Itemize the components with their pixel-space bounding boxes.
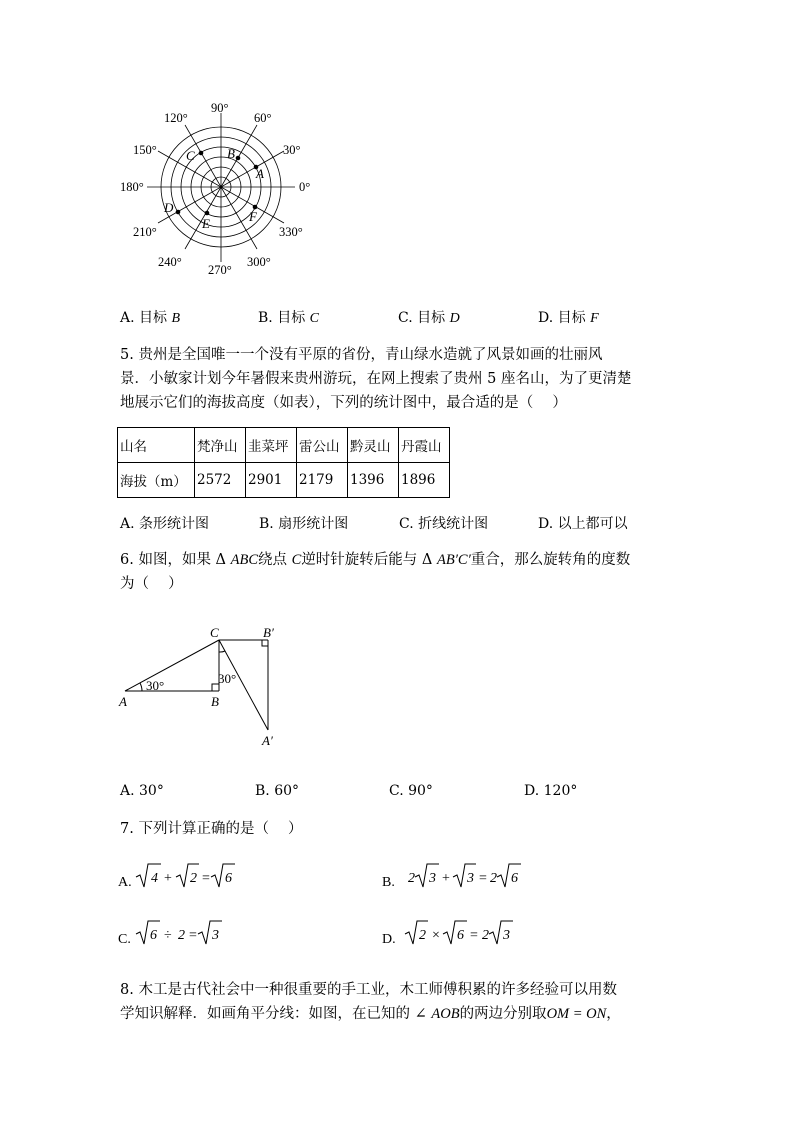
table-cell: 2572 [195, 463, 246, 498]
svg-text:2: 2 [490, 871, 497, 886]
table-cell: 韭菜坪 [246, 428, 297, 463]
angle-label: 300° [247, 255, 271, 269]
point-label: C [186, 148, 195, 163]
svg-text:3: 3 [503, 928, 510, 943]
table-cell: 丹霞山 [399, 428, 450, 463]
angle-label: 30° [283, 143, 301, 157]
angle-label: 180° [120, 180, 144, 194]
angle-arc [140, 683, 142, 691]
point-label: E [202, 216, 210, 231]
q5-option-d[interactable]: D. 以上都可以 [538, 516, 628, 532]
q6-option-c[interactable]: C. 90° [389, 783, 433, 799]
angle-label: 90° [211, 101, 229, 115]
angle-label: 330° [279, 225, 303, 239]
q5-stem-line-3: 地展示它们的海拔高度（如表），下列的统计图中，最合适的是（ ） [120, 395, 567, 411]
table-row [118, 428, 450, 463]
table-cell: 1396 [348, 463, 399, 498]
q7-option-b[interactable] [382, 858, 542, 894]
q5-option-b[interactable]: B. 扇形统计图 [259, 516, 349, 532]
q6-option-b[interactable]: B. 60° [255, 783, 300, 799]
q7-option-c[interactable] [118, 915, 268, 951]
svg-text:3: 3 [467, 871, 474, 886]
angle-label: 120° [164, 111, 188, 125]
option-text: A. 目标 [120, 310, 168, 326]
svg-text:=: = [202, 871, 210, 886]
svg-text:÷: ÷ [164, 928, 172, 943]
q7-option-a[interactable] [118, 858, 268, 894]
point-label: D [164, 200, 174, 215]
point-label: A [256, 166, 264, 181]
point-label: F [249, 209, 257, 224]
option-target: C [309, 311, 319, 326]
table-cell: 2179 [297, 463, 348, 498]
q7-stem: 7. 下列计算正确的是（ ） [120, 821, 303, 837]
svg-text:+: + [442, 871, 450, 886]
option-target: F [590, 311, 599, 326]
option-text: D. 目标 [538, 310, 586, 326]
option-text: B. 目标 [258, 310, 306, 326]
q6-option-d[interactable]: D. 120° [524, 783, 578, 799]
q5-stem-line-2: 景．小敏家计划今年暑假来贵州游玩，在网上搜索了贵州 5 座名山，为了更清楚 [120, 371, 632, 387]
angle-label: 270° [208, 263, 232, 277]
q5-stem-line-1: 5. 贵州是全国唯一一个没有平原的省份，青山绿水造就了风景如画的壮丽风 [120, 347, 603, 363]
svg-text:=: = [189, 928, 197, 943]
angle-arc [219, 651, 225, 652]
q7-option-d[interactable] [382, 915, 532, 951]
altitude-table [117, 427, 450, 498]
svg-text:C.: C. [118, 932, 131, 947]
q4-option-c[interactable] [398, 307, 460, 327]
q6-stem-line-2: 为（ ） [120, 576, 183, 592]
svg-text:+: + [164, 871, 172, 886]
angle-label: 210° [133, 225, 157, 239]
svg-text:=: = [470, 928, 478, 943]
vertex-label: B′ [263, 625, 274, 640]
q8-stem-line-2: 学知识解释．如画角平分线：如图，在已知的 ∠ AOB的两边分别取OM = ON， [120, 1006, 621, 1022]
svg-text:2: 2 [178, 928, 185, 943]
table-cell: 海拔（m） [118, 463, 195, 498]
angle-label: 0° [299, 180, 311, 194]
vertex-label: B [211, 694, 219, 709]
svg-text:2: 2 [190, 871, 197, 886]
svg-text:×: × [432, 928, 440, 943]
svg-text:6: 6 [150, 928, 157, 943]
q4-option-b[interactable] [258, 307, 319, 327]
table-row [118, 463, 450, 498]
table-cell: 山名 [118, 428, 195, 463]
option-target: B [171, 311, 181, 326]
svg-text:4: 4 [151, 871, 158, 886]
angle-label: 240° [158, 255, 182, 269]
q4-option-a[interactable] [120, 307, 180, 327]
polar-diagram [120, 92, 320, 282]
svg-text:A.: A. [118, 875, 132, 890]
q4-option-d[interactable] [538, 307, 599, 327]
svg-text:2: 2 [419, 928, 426, 943]
svg-text:6: 6 [225, 871, 232, 886]
svg-text:2: 2 [408, 871, 415, 886]
svg-text:3: 3 [212, 928, 219, 943]
option-text: C. 目标 [398, 310, 446, 326]
q5-option-c[interactable]: C. 折线统计图 [399, 516, 489, 532]
table-cell: 1896 [399, 463, 450, 498]
radial-lines [147, 113, 295, 262]
q6-option-a[interactable]: A. 30° [120, 783, 164, 799]
svg-text:D.: D. [382, 932, 396, 947]
svg-text:2: 2 [482, 928, 489, 943]
option-target: D [449, 311, 460, 326]
vertex-label: C [210, 625, 219, 640]
svg-text:3: 3 [429, 871, 436, 886]
vertex-label: A [119, 694, 127, 709]
q8-stem-line-1: 8. 木工是古代社会中一种很重要的手工业，木工师傅积累的许多经验可以用数 [120, 982, 617, 998]
table-cell: 2901 [246, 463, 297, 498]
table-cell: 梵净山 [195, 428, 246, 463]
table-cell: 黔灵山 [348, 428, 399, 463]
svg-text:6: 6 [457, 928, 464, 943]
right-angle-mark [262, 640, 268, 646]
angle-label: 60° [254, 111, 272, 125]
point-label: B [227, 146, 235, 161]
svg-text:B.: B. [382, 875, 395, 890]
svg-text:6: 6 [511, 871, 518, 886]
angle-label: 30° [146, 678, 165, 693]
q5-option-a[interactable]: A. 条形统计图 [120, 516, 210, 532]
svg-text:=: = [479, 871, 487, 886]
vertex-label: A′ [262, 733, 273, 748]
q6-stem-line-1: 6. 如图，如果 Δ ABC绕点 C逆时针旋转后能与 Δ AB′C′重合，那么旋转角的度数 [120, 552, 631, 568]
angle-label: 150° [133, 143, 157, 157]
angle-label: 30° [218, 671, 237, 686]
table-cell: 雷公山 [297, 428, 348, 463]
rotation-figure [112, 618, 292, 748]
